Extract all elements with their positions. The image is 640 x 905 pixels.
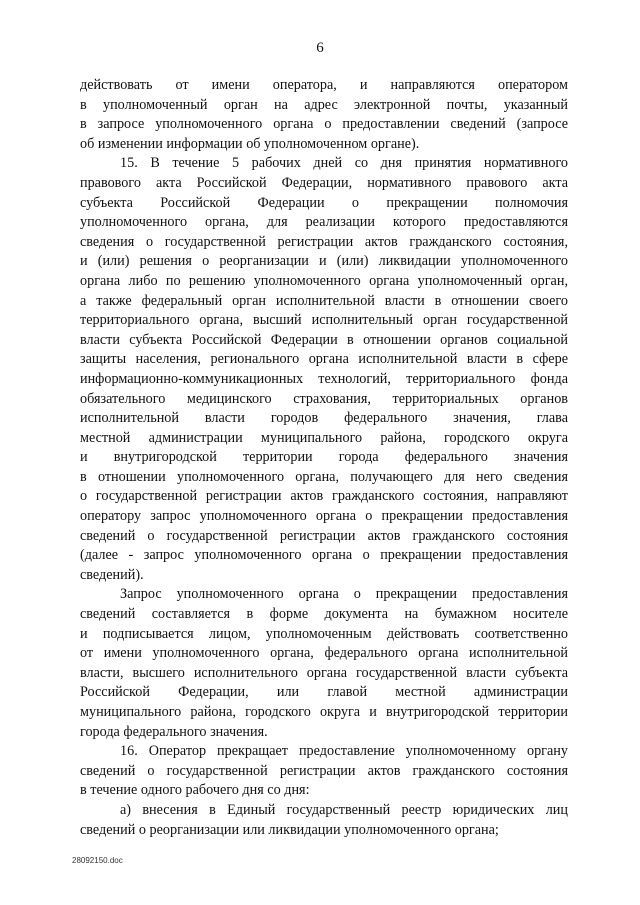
text-line: в уполномоченный орган на адрес электронной почты, указанный [80, 96, 568, 113]
paragraph-request [80, 585, 568, 742]
text-line: сведений составляется в форме документа на бумажном носителе [80, 606, 568, 623]
text-line: об изменении информации об уполномоченном органе). [80, 135, 420, 152]
text-line: сведения о государственной регистрации актов гражданского состояния, [80, 233, 568, 250]
text-line: муниципального района, городского округа и внутригородской территории [80, 704, 568, 720]
text-line: субъекта Российской Федерации о прекращении полномочия [80, 194, 568, 211]
text-line: сведений о реорганизации или ликвидации уполномоченного органа; [80, 821, 499, 838]
text-line: оператору запрос уполномоченного органа о прекращении предоставления [80, 508, 568, 525]
text-line: города федерального значения. [80, 723, 268, 740]
text-line: обязательного медицинского страхования, территориальных органов [80, 390, 568, 407]
text-line: власти, высшего исполнительного органа государственной власти субъекта [80, 664, 568, 681]
text-line: в отношении уполномоченного органа, получающего для него сведения [80, 468, 568, 485]
text-line: сведений о государственной регистрации актов гражданского состояния [80, 527, 568, 544]
page-number: 6 [316, 40, 324, 56]
paragraph-continuation [80, 76, 568, 154]
text-line: (далее - запрос уполномоченного органа о прекращении предоставления [80, 547, 568, 564]
text-line: исполнительной власти городов федерального значения, глава [80, 410, 568, 427]
text-line: и внутригородской территории города федерального значения [80, 449, 568, 466]
text-line: 15. В течение 5 рабочих дней со дня принятия нормативного [120, 155, 568, 172]
text-line: о государственной регистрации актов гражданского состояния, направляют [80, 488, 568, 505]
text-line: местной администрации муниципального района, городского округа [80, 429, 568, 446]
text-line: информационно-коммуникационных технологий, территориального фонда [80, 370, 568, 387]
text-line: 16. Оператор прекращает предоставление уполномоченному органу [120, 743, 568, 760]
footer-filename: 28092150.doc [72, 856, 123, 865]
text-line: сведений). [80, 566, 144, 583]
text-line: защиты населения, регионального органа исполнительной власти в сфере [80, 351, 568, 368]
text-line: органа либо по решению уполномоченного органа уполномоченный орган, [80, 272, 568, 289]
paragraph-16a [80, 801, 568, 840]
text-line: действовать от имени оператора, и направляются оператором [80, 77, 568, 93]
paragraph-15 [80, 154, 568, 585]
text-line: и подписывается лицом, уполномоченным действовать соответственно [80, 625, 568, 642]
text-line: Российской Федерации, или главой местной администрации [80, 684, 568, 701]
text-line: уполномоченного органа, для реализации которого предоставляются [80, 214, 568, 231]
text-line: сведений о государственной регистрации актов гражданского состояния [80, 762, 568, 779]
text-line: в запросе уполномоченного органа о предоставлении сведений (запросе [80, 116, 568, 133]
text-line: Запрос уполномоченного органа о прекращении предоставления [120, 586, 568, 603]
text-line: и (или) решения о реорганизации и (или) ликвидации уполномоченного [80, 253, 568, 270]
text-line: а) внесения в Единый государственный реестр юридических лиц [120, 801, 568, 818]
text-line: правового акта Российской Федерации, нормативного правового акта [80, 174, 568, 191]
paragraph-16 [80, 742, 568, 801]
text-line: от имени уполномоченного органа, федерального органа исполнительной [80, 645, 568, 662]
document-body [80, 76, 568, 840]
text-line: территориального органа, высший исполнительный орган государственной [80, 312, 568, 329]
text-line: а также федеральный орган исполнительной власти в отношении своего [80, 292, 568, 309]
text-line: в течение одного рабочего дня со дня: [80, 782, 310, 799]
text-line: власти субъекта Российской Федерации в отношении органов социальной [80, 331, 568, 348]
